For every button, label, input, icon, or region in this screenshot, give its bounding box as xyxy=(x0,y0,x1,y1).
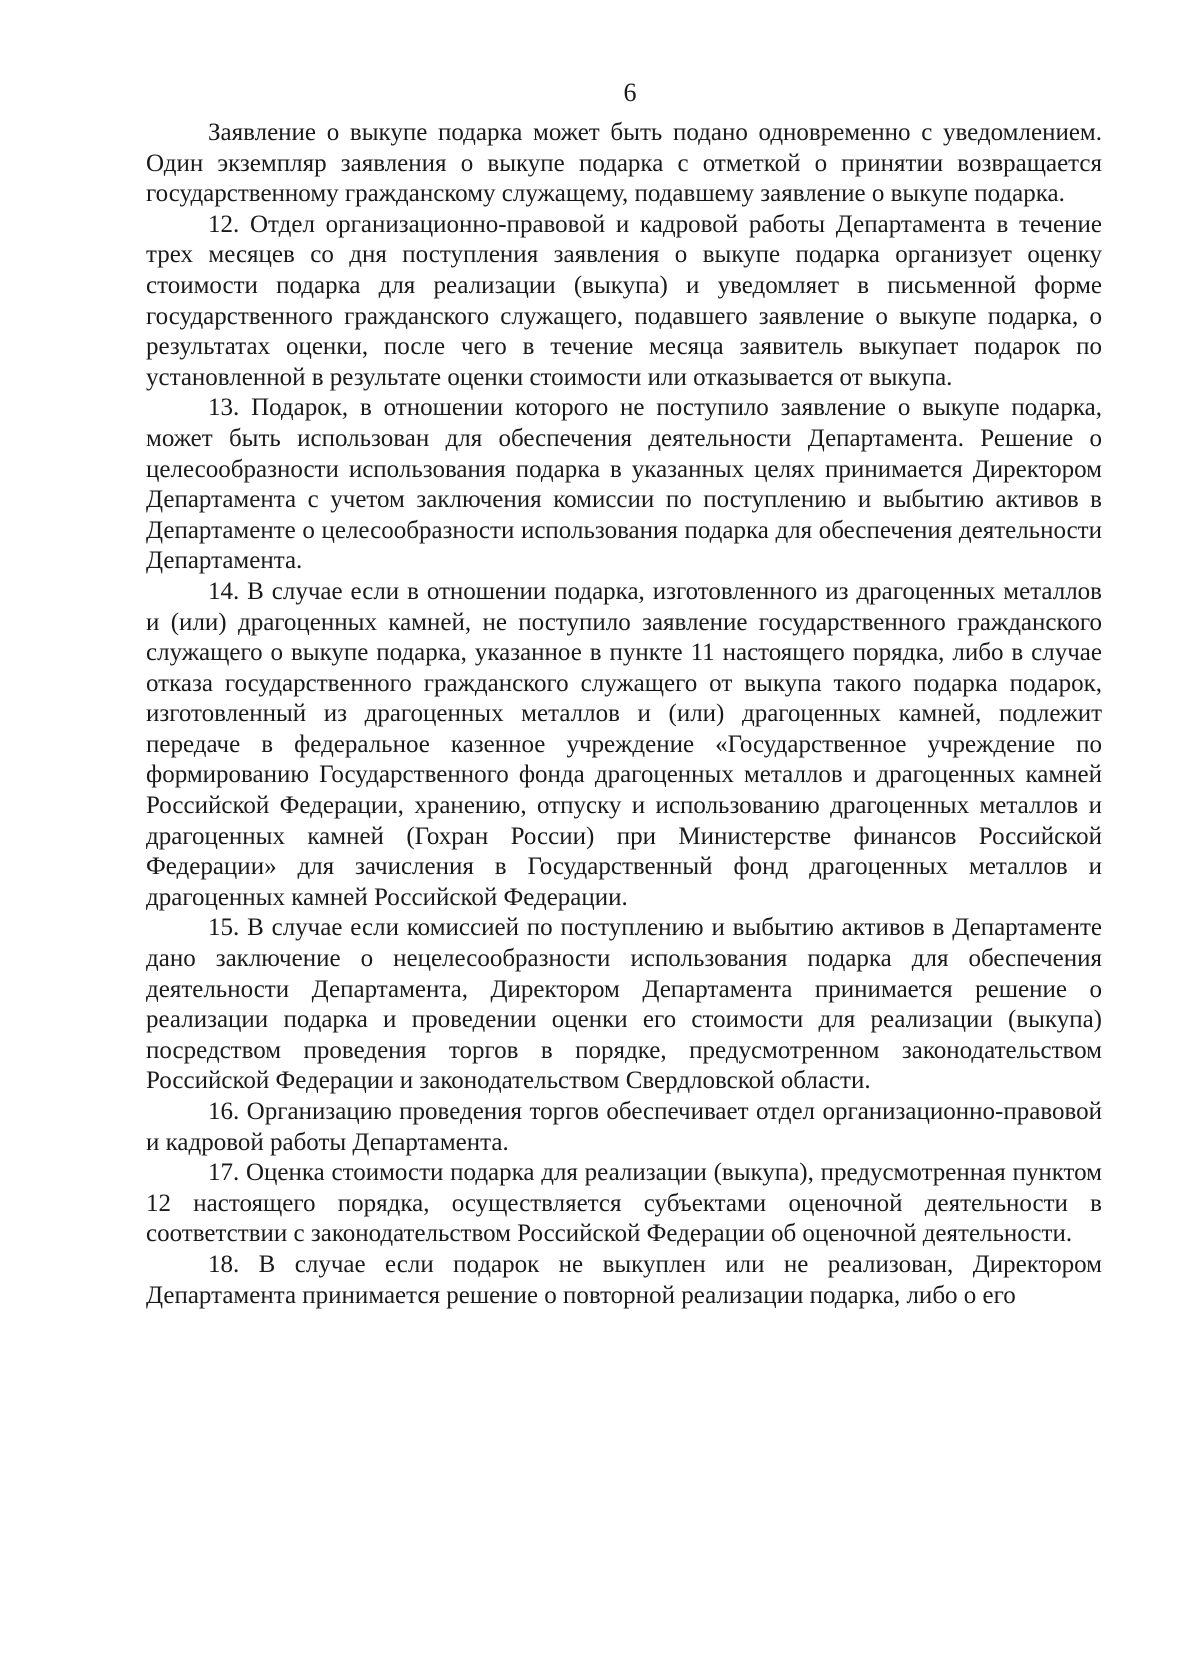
paragraph-13: 13. Подарок, в отношении которого не поступило заявление о выкупе подарка, может быть использован для обеспечения деятельности Департамента. Решение о целесообразности использования подарка в указанных целях принимается Директором Департамента с учетом заключения комиссии по поступлению и выбытию активов в Департаменте о целесообразности использования подарка для обеспечения деятельности Департамента. xyxy=(146,394,1102,575)
paragraph-12: 12. Отдел организационно-правовой и кадровой работы Департамента в течение трех месяцев со дня поступления заявления о выкупе подарка организует оценку стоимости подарка для реализации (выкупа) и уведомляет в письменной форме государственного гражданского служащего, подавшего заявление о выкупе подарка, о результатах оценки, после чего в течение месяца заявитель выкупает подарок по установленной в результате оценки стоимости или отказывается от выкупа. xyxy=(146,210,1102,391)
paragraph-18: 18. В случае если подарок не выкуплен или не реализован, Директором Департамента принимается решение о повторной реализации подарка, либо о его xyxy=(146,1250,1102,1309)
paragraph-15: 15. В случае если комиссией по поступлению и выбытию активов в Департаменте дано заключение о нецелесообразности использования подарка для обеспечения деятельности Департамента, Директором Департамента принимается решение о реализации подарка и проведении оценки его стоимости для реализации (выкупа) посредством проведения торгов в порядке, предусмотренном законодательством Российской Федерации и законодательством Свердловской области. xyxy=(146,914,1102,1095)
paragraph-16: 16. Организацию проведения торгов обеспечивает отдел организационно-правовой и кадровой работы Департамента. xyxy=(146,1098,1102,1156)
paragraph-17: 17. Оценка стоимости подарка для реализации (выкупа), предусмотренная пунктом 12 настоящего порядка, осуществляется субъектами оценочной деятельности в соответствии с законодательством Российской Федерации об оценочной деятельности. xyxy=(146,1159,1102,1248)
page-number: 6 xyxy=(623,78,637,107)
document-body xyxy=(146,118,1102,1311)
paragraph-14: 14. В случае если в отношении подарка, изготовленного из драгоценных металлов и (или) драгоценных камней, не поступило заявление государственного гражданского служащего о выкупе подарка, указанное в пункте 11 настоящего порядка, либо в случае отказа государственного гражданского служащего от выкупа такого подарка подарок, изготовленный из драгоценных металлов и (или) драгоценных камней, подлежит передаче в федеральное казенное учреждение «Государственное учреждение по формированию Государственного фонда драгоценных металлов и драгоценных камней Российской Федерации, хранению, отпуску и использованию драгоценных металлов и драгоценных камней (Гохран России) при Министерстве финансов Российской Федерации» для зачисления в Государственный фонд драгоценных металлов и драгоценных камней Российской Федерации. xyxy=(146,577,1102,911)
paragraph-gift-buyout-application: Заявление о выкупе подарка может быть подано одновременно с уведомлением. Один экземпляр заявления о выкупе подарка с отметкой о принятии возвращается государственному гражданскому служащему, подавшему заявление о выкупе подарка. xyxy=(146,119,1102,208)
